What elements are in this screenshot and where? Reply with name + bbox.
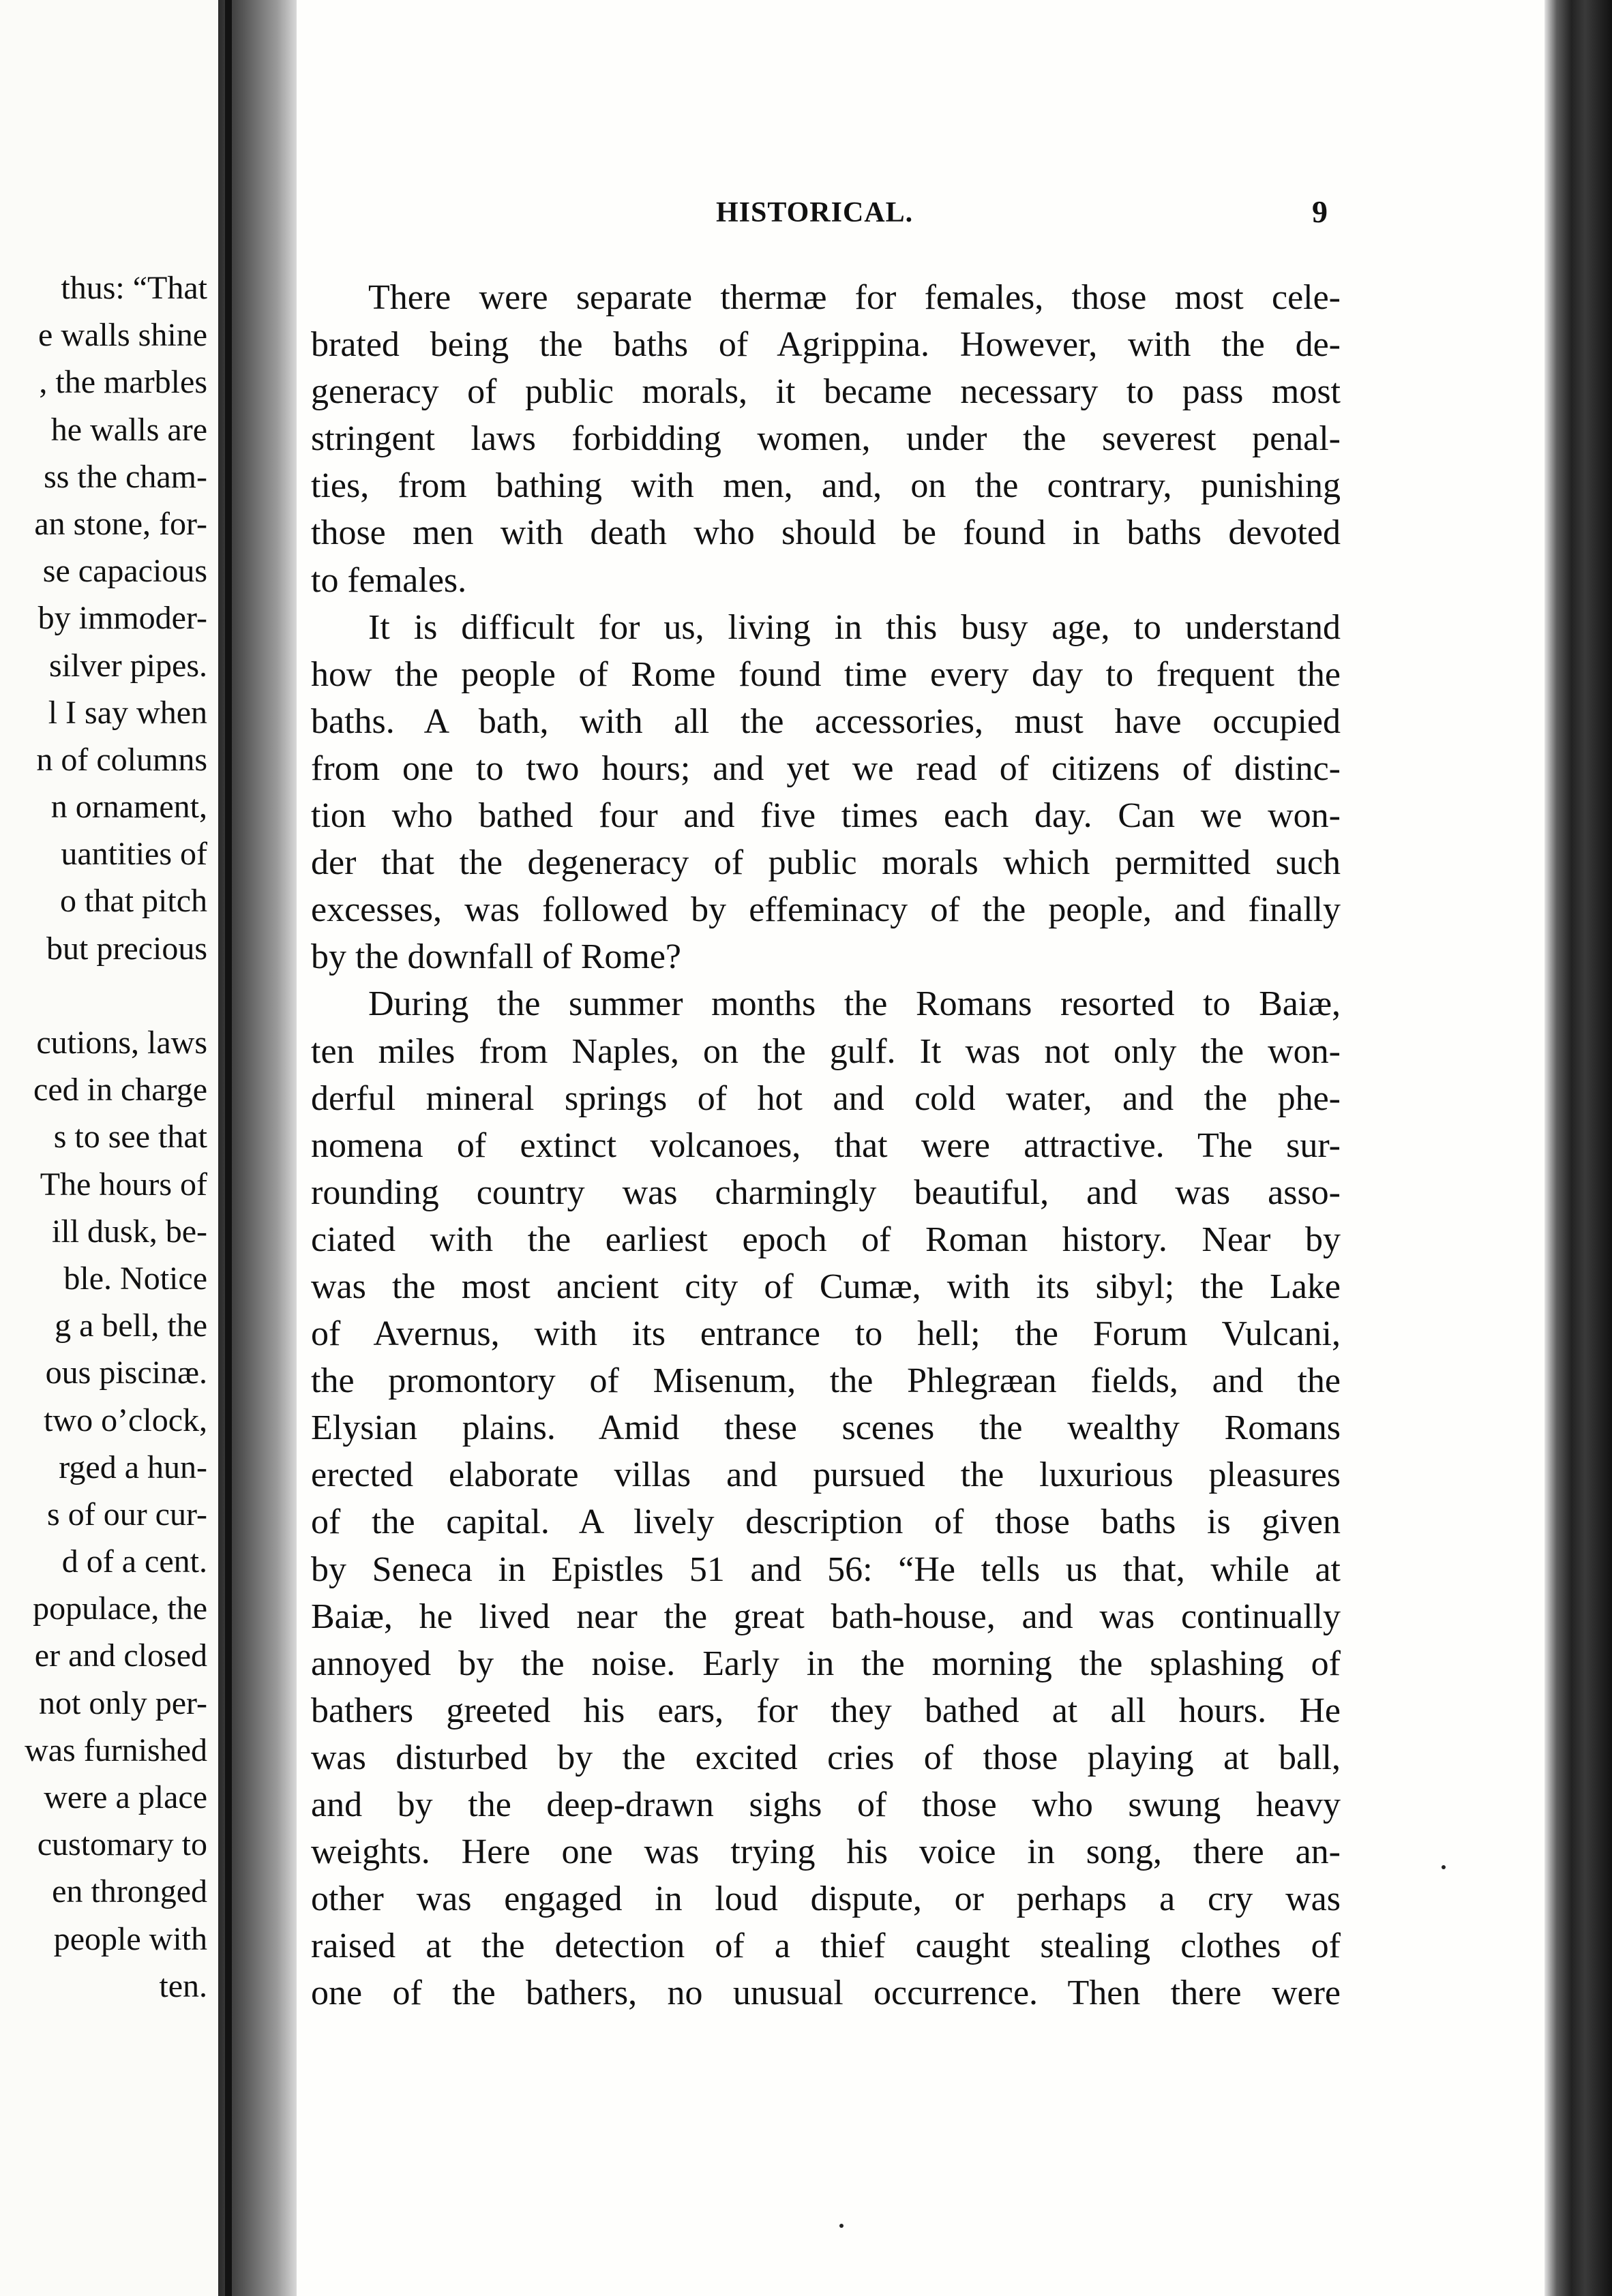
text-line: der that the degeneracy of public morals which permitted such <box>311 843 1341 883</box>
text-line: of the capital. A lively description of those baths is given <box>311 1502 1341 1542</box>
left-page-line: er and closed <box>34 1637 207 1674</box>
text-line: generacy of public morals, it became necessary to pass most <box>311 372 1341 412</box>
text-line: tion who bathed four and five times each day. Can we won- <box>311 796 1341 836</box>
left-page-line: thus: “That <box>61 270 207 306</box>
text-line: Baiæ, he lived near the great bath-house, and was continually <box>311 1597 1341 1636</box>
left-page-line: e walls shine <box>38 317 207 354</box>
left-page-line: not only per- <box>39 1685 207 1721</box>
text-line: from one to two hours; and yet we read of citizens of distinc- <box>311 749 1341 788</box>
text-line: nomena of extinct volcanoes, that were attractive. The sur- <box>311 1126 1341 1165</box>
left-page-line: s to see that <box>53 1119 207 1155</box>
running-head: HISTORICAL. <box>716 197 914 228</box>
left-page-line: , the marbles <box>39 364 207 401</box>
page-fore-edge-shadow <box>1544 0 1612 2296</box>
text-line: by Seneca in Epistles 51 and 56: “He tells us that, while at <box>311 1550 1341 1589</box>
left-page-line: rged a hun- <box>59 1449 207 1485</box>
left-page-line: two o’clock, <box>44 1402 207 1438</box>
text-line: other was engaged in loud dispute, or perhaps a cry was <box>311 1879 1341 1919</box>
scan-speck <box>1442 1865 1446 1869</box>
left-page-text <box>0 265 207 2010</box>
text-line: erected elaborate villas and pursued the luxurious pleasures <box>311 1455 1341 1495</box>
text-line: annoyed by the noise. Early in the morning the splashing of <box>311 1644 1341 1683</box>
left-page-line: ill dusk, be- <box>52 1213 207 1250</box>
text-line: excesses, was followed by effeminacy of the people, and finally <box>311 890 1341 930</box>
left-page-line: ble. Notice <box>63 1260 207 1297</box>
left-page-line: g a bell, the <box>55 1308 207 1344</box>
text-line: rounding country was charmingly beautiful, and was asso- <box>311 1173 1341 1212</box>
text-line: ten miles from Naples, on the gulf. It was not only the won- <box>311 1031 1341 1071</box>
left-page-fragment <box>0 0 218 2296</box>
text-line: It is difficult for us, living in this busy age, to understand <box>368 607 1341 647</box>
text-line: by the downfall of Rome? <box>311 937 681 977</box>
text-line: those men with death who should be found in baths devoted <box>311 513 1341 553</box>
left-page-line: silver pipes. <box>49 647 207 684</box>
left-page-line: The hours of <box>40 1166 207 1203</box>
book-spine-edge <box>225 0 232 2296</box>
left-page-line: ten. <box>159 1967 207 2004</box>
left-page-line: but precious <box>46 930 207 967</box>
left-page-line: populace, the <box>33 1590 207 1627</box>
left-page-line: n of columns <box>36 741 207 778</box>
left-page-line: were a place <box>44 1779 207 1815</box>
text-line: to females. <box>311 560 467 600</box>
left-page-line: uantities of <box>61 836 207 873</box>
left-page-line: people with <box>53 1920 207 1957</box>
left-page-line: customary to <box>37 1826 207 1863</box>
left-page-line: l I say when <box>48 694 207 731</box>
left-page-line: n ornament, <box>50 789 207 826</box>
text-line: stringent laws forbidding women, under the severest penal- <box>311 419 1341 459</box>
text-line: weights. Here one was trying his voice in song, there an- <box>311 1832 1341 1872</box>
text-line: ciated with the earliest epoch of Roman history. Near by <box>311 1220 1341 1259</box>
text-line: brated being the baths of Agrippina. However, with the de- <box>311 325 1341 365</box>
text-line: bathers greeted his ears, for they bathed at all hours. He <box>311 1691 1341 1730</box>
text-line: of Avernus, with its entrance to hell; the Forum Vulcani, <box>311 1314 1341 1354</box>
left-page-line: en thronged <box>52 1873 207 1910</box>
text-line: one of the bathers, no unusual occurrence. Then there were <box>311 1974 1341 2013</box>
text-line: Elysian plains. Amid these scenes the wealthy Romans <box>311 1408 1341 1448</box>
scan-speck <box>839 2224 844 2228</box>
left-page-line: d of a cent. <box>61 1543 207 1580</box>
left-page-line: ced in charge <box>33 1072 207 1108</box>
left-page-line: he walls are <box>50 411 207 448</box>
text-line: and by the deep-drawn sighs of those who swung heavy <box>311 1785 1341 1824</box>
text-line: baths. A bath, with all the accessories, must have occupied <box>311 701 1341 741</box>
left-page-line: an stone, for- <box>34 505 207 542</box>
text-line: derful mineral springs of hot and cold water, and the phe- <box>311 1078 1341 1118</box>
left-page-line: ous piscinæ. <box>45 1355 207 1391</box>
text-line: was disturbed by the excited cries of those playing at ball, <box>311 1738 1341 1777</box>
left-page-line: se capacious <box>42 553 207 590</box>
text-line: raised at the detection of a thief caught stealing clothes of <box>311 1927 1341 1966</box>
text-line: how the people of Rome found time every day to frequent the <box>311 654 1341 694</box>
text-line: ties, from bathing with men, and, on the contrary, punishing <box>311 466 1341 506</box>
left-page-line: was furnished <box>25 1732 207 1768</box>
left-page-line: o that pitch <box>60 883 207 920</box>
left-page-line: s of our cur- <box>47 1496 207 1532</box>
left-page-line-gap <box>0 972 207 1019</box>
left-page-line: by immoder- <box>38 600 207 637</box>
text-line: During the summer months the Romans resorted to Baiæ, <box>368 984 1341 1024</box>
left-page-line: ss the cham- <box>44 458 207 495</box>
page-body-text <box>311 274 1341 2016</box>
page-number: 9 <box>1312 194 1328 229</box>
text-line: There were separate thermæ for females, those most cele- <box>368 278 1341 317</box>
text-line: was the most ancient city of Cumæ, with its sibyl; the Lake <box>311 1267 1341 1306</box>
text-line: the promontory of Misenum, the Phlegræan fields, and the <box>311 1361 1341 1401</box>
left-page-line: cutions, laws <box>36 1025 207 1061</box>
